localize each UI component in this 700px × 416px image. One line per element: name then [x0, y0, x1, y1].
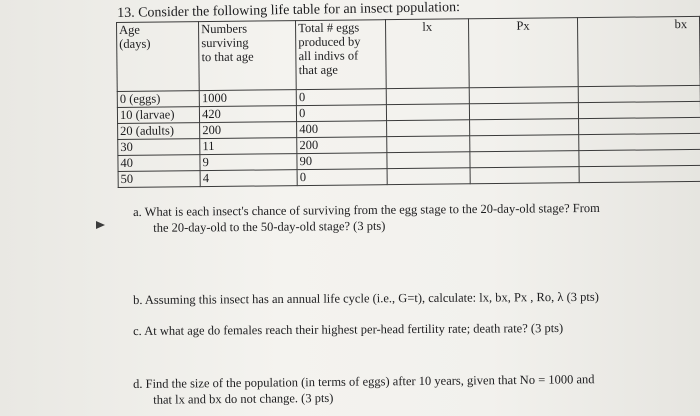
- cell-age: 0 (eggs): [117, 91, 199, 108]
- cell-eggs: 0: [297, 105, 387, 122]
- arrow-pointer-icon: [96, 221, 105, 229]
- cell-eggs: 90: [297, 153, 387, 170]
- cell-eggs: 0: [296, 89, 386, 106]
- life-table: [116, 16, 700, 188]
- cell-px: [470, 167, 579, 184]
- question-d-line1: d. Find the size of the population (in terms of eggs) after 10 years, given that No = 1000 and: [133, 372, 595, 391]
- cell-age: 50: [118, 171, 200, 188]
- cell-bx: [578, 101, 700, 118]
- cell-bx: [579, 149, 700, 166]
- cell-numbers: 9: [200, 154, 297, 171]
- cell-age: 40: [118, 155, 200, 172]
- cell-lx: [387, 104, 470, 121]
- cell-age: 30: [118, 139, 200, 156]
- table-header-row: [117, 16, 700, 91]
- cell-bx: [578, 117, 700, 134]
- cell-px: [469, 103, 578, 120]
- cell-px: [470, 135, 579, 152]
- question-b: b. Assuming this insect has an annual life cycle (i.e., G=t), calculate: lx, bx, Px , Ro, λ (3 pts): [133, 289, 599, 307]
- cell-age: 10 (larvae): [117, 107, 199, 124]
- cell-numbers: 420: [200, 106, 297, 123]
- cell-age: 20 (adults): [118, 123, 200, 140]
- cell-numbers: 4: [200, 170, 297, 187]
- question-a-line1: a. What is each insect's chance of surviving from the egg stage to the 20-day-old stage? From: [133, 200, 600, 219]
- cell-numbers: 1000: [199, 90, 296, 107]
- header-eggs: Total # eggs produced by all indivs of that age: [296, 20, 387, 90]
- cell-px: [470, 119, 579, 136]
- cell-numbers: 200: [200, 122, 297, 139]
- question-d-line2: that lx and bx do not change. (3 pts): [153, 390, 334, 407]
- cell-lx: [387, 136, 470, 153]
- cell-numbers: 11: [200, 138, 297, 155]
- header-px: Px: [469, 18, 579, 88]
- cell-bx: [578, 85, 700, 102]
- question-title: 13. Consider the following life table for an insect population:: [117, 0, 461, 21]
- question-c: c. At what age do females reach their highest per-head fertility rate; death rate? (3 pts): [133, 320, 564, 338]
- cell-lx: [386, 88, 469, 105]
- header-age: Age (days): [117, 22, 200, 92]
- header-bx: bx: [577, 16, 700, 86]
- header-numbers: Numbers surviving to that age: [199, 21, 297, 91]
- question-d: [133, 371, 595, 408]
- cell-px: [470, 151, 579, 168]
- cell-px: [469, 87, 578, 104]
- cell-lx: [387, 152, 470, 169]
- cell-eggs: 400: [297, 121, 387, 138]
- cell-eggs: 0: [297, 169, 387, 186]
- cell-lx: [387, 120, 470, 137]
- cell-eggs: 200: [297, 137, 387, 154]
- header-lx: lx: [386, 19, 470, 89]
- cell-bx: [579, 165, 700, 182]
- question-a-line2: the 20-day-old to the 50-day-old stage? (3 pts): [153, 218, 386, 235]
- cell-lx: [387, 168, 470, 185]
- cell-bx: [579, 133, 700, 150]
- question-a: [133, 200, 600, 236]
